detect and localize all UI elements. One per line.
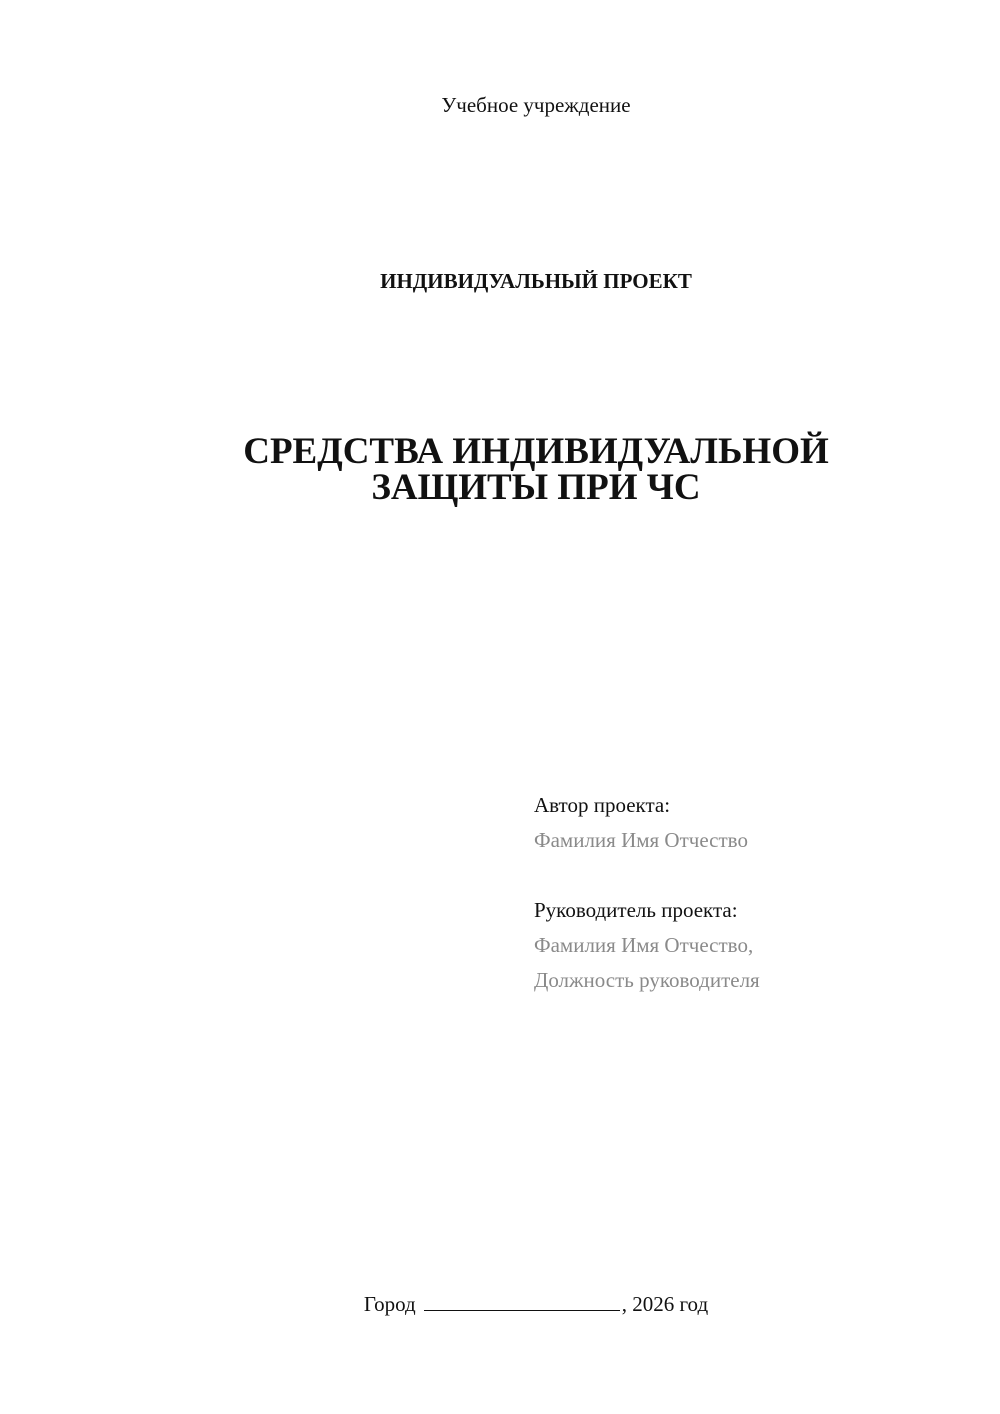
document-type: ИНДИВИДУАЛЬНЫЙ ПРОЕКТ bbox=[380, 269, 692, 293]
author-label: Автор проекта: bbox=[534, 793, 671, 817]
spacer bbox=[534, 858, 760, 893]
project-info-block bbox=[534, 788, 760, 998]
year-text: , 2026 год bbox=[621, 1292, 709, 1316]
project-title bbox=[0, 431, 1000, 508]
city-label: Город bbox=[363, 1292, 416, 1316]
city-blank-line bbox=[424, 1292, 620, 1311]
supervisor-name: Фамилия Имя Отчество, bbox=[534, 933, 754, 957]
project-title-line-2: ЗАЩИТЫ ПРИ ЧС bbox=[371, 467, 701, 508]
footer-city-year bbox=[0, 1290, 1000, 1318]
supervisor-position: Должность руководителя bbox=[534, 968, 760, 992]
author-name: Фамилия Имя Отчество bbox=[534, 828, 748, 852]
supervisor-label: Руководитель проекта: bbox=[534, 898, 738, 922]
institution-name: Учебное учреждение bbox=[441, 93, 631, 117]
project-title-line-1: СРЕДСТВА ИНДИВИДУАЛЬНОЙ bbox=[243, 431, 829, 472]
